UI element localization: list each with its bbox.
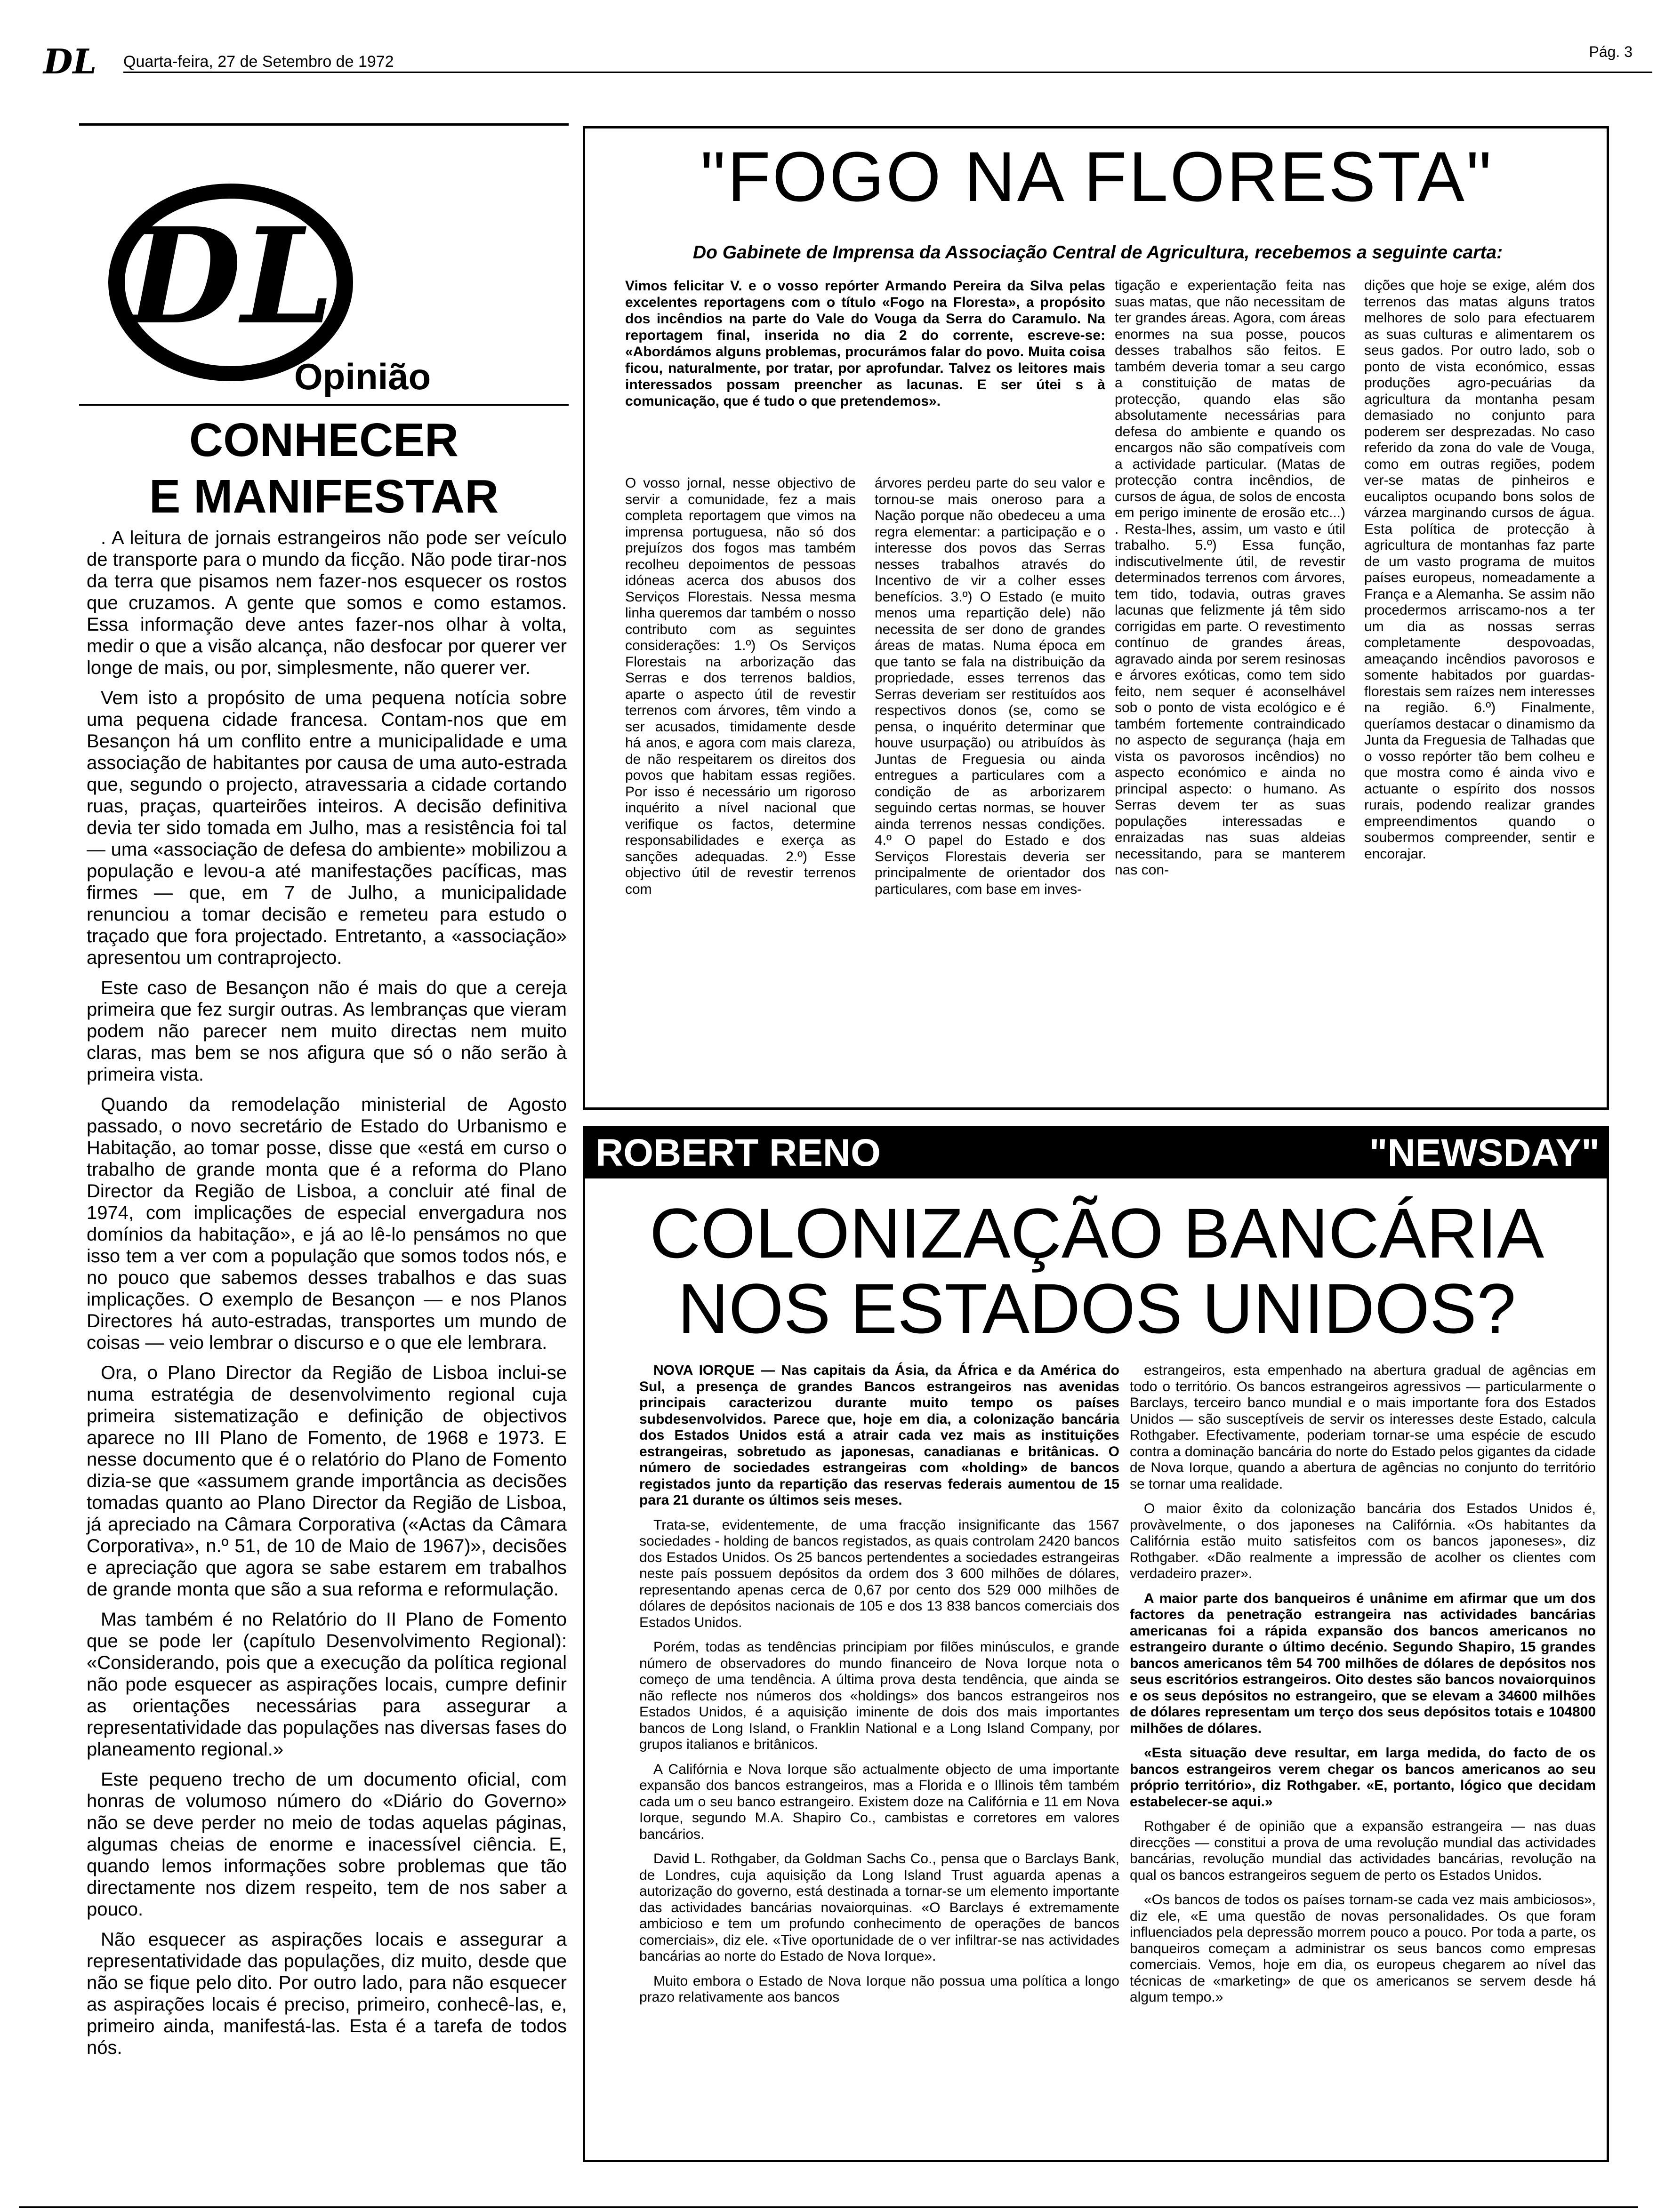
opinion-paragraph: Vem isto a propósito de uma pequena notícia sobre uma pequena cidade francesa. Contam-nos que em Besançon há um conflito entre a municipalidade e uma associação de habitantes por causa de uma auto-estrada que, segundo o projecto, atravessaria a cidade cortando ruas, praças, quarteirões inteiros. A decisão definitiva devia ter sido tomada em Julho, mas a resistência foi tal — uma «associação de defesa do ambiente» mobilizou a população e levou-a até manifestações pacíficas, mas firmes — que, em 7 de Julho, a municipalidade renunciou a tomar decisão e remeteu para estudo o traçado que fora projectado. Entretanto, a «associação» apresentou um contraprojecto. (87, 688, 567, 968)
reno-paragraph: «Os bancos de todos os países tornam-se cada vez mais ambiciosos», diz ele, «E uma questão de novas personalidades. Os que foram influenciados pela depressão morrem pouco a pouco. Por toda a parte, os banqueiros começam a administrar os seus bancos como empresas comerciais. Vemos, hoje em dia, os europeus chegarem ao nível das técnicas de «marketing» de que os americanos se servem desde há algum tempo.» (1130, 1892, 1596, 2005)
reno-paragraph: David L. Rothgaber, da Goldman Sachs Co., pensa que o Barclays Bank, de Londres, cuja aquisição da Long Island Trust aguarda apenas a autorização do governo, está destinada a tornar-se um elemento importante das actividades bancárias novaiorquinas. «O Barclays é extremamente ambicioso e tem um profundo conhecimento de operações de bancos comerciais», diz ele. «Tive oportunidade de o ver infiltrar-se nas actividades bancárias ao norte do Estado de Nova Iorque». (639, 1851, 1119, 1964)
masthead-logo: DL (43, 41, 97, 81)
svg-text:DL: DL (127, 199, 334, 354)
reno-paragraph: O maior êxito da colonização bancária dos Estados Unidos é, provàvelmente, o dos japoneses na Califórnia. «Os habitantes da Califórnia estão muito satisfeitos com os bancos japoneses», diz Rothgaber. «Dão realmente a impressão de acolher os clientes com verdadeiro prazer». (1130, 1501, 1596, 1581)
fogo-column-4: dições que hoje se exige, além dos terrenos das matas alguns tratos melhores de solo para efectuarem as suas culturas e alimentarem os seus gados. Por outro lado, sob o ponto de vista económico, essas produções agro-pecuárias da agricultura da montanha pesam demasiado no conjunto para poderem ser desprezadas. No caso referido da zona do vale de Vouga, como em outras regiões, podem ver-se matas de pinheiros e eucaliptos ocupando bons solos de várzea marginando cursos de água. Esta política de protecção à agricultura de montanhas faz parte de um vasto programa de muitos países europeus, nomeadamente a França e a Alemanha. Se assim não procedermos arriscamo-nos a ter um dia as nossas serras completamente despovoadas, ameaçando incêndios pavorosos e somente habitados por guardas-florestais sem raízes nem interesses na região. 6.º) Finalmente, queríamos destacar o dinamismo da Junta da Freguesia de Talhadas que o vosso repórter tão bem colheu e que mostra como é ainda vivo e actuante o espírito dos nossos rurais, podendo realizar grandes empreendimentos quando o soubermos compreender, sentir e encorajar. (1364, 278, 1595, 862)
header-rule (123, 72, 1652, 73)
page-bottom-rule (19, 2206, 1638, 2208)
reno-paragraph: A Califórnia e Nova Iorque são actualmente objecto de uma importante expansão dos bancos estrangeiros, mas a Florida e o Illinois têm também cada um o seu banco estrangeiro. Existem doze na Califórnia e 11 em Nova Iorque, segundo M.A. Shapiro Co., cambistas e corretores em valores bancários. (639, 1761, 1119, 1842)
fogo-subtitle: Do Gabinete de Imprensa da Associação Central de Agricultura, recebemos a seguinte carta: (692, 242, 1503, 263)
reno-column-1 (639, 1362, 1119, 2014)
fogo-column-2: árvores perdeu parte do seu valor e tornou-se mais oneroso para a Nação porque não obedeceu a uma regra elementar: a participação e o interesse dos povos das Serras nesses trabalhos através do Incentivo de vir a colher esses benefícios. 3.º) O Estado (e muito menos uma repartição dele) não necessita de ser dono de grandes áreas de matas. Numa época em que tanto se fala na distribuição da propriedade, esses terrenos das Serras deveriam ser restituídos aos respectivos donos (se, como se pensa, o inquérito determinar que houve usurpação) ou atribuídos às Juntas de Freguesia ou ainda entregues a particulares com a condição de as arborizarem seguindo certas normas, se houver ainda terrenos nessas condições. 4.º O papel do Estado e dos Serviços Florestais deveria ser principalmente de orientador dos particulares, com base em inves- (875, 475, 1105, 897)
opinion-title-line2: E MANIFESTAR (149, 470, 499, 523)
reno-author: ROBERT RENO (595, 1131, 881, 1174)
fogo-title: "FOGO NA FLORESTA" (700, 137, 1494, 216)
reno-paragraph: Rothgaber é de opinião que a expansão estrangeira — nas duas direcções — constitui a prova de uma revolução mundial das actividades bancárias, revolução mundial das actividades bancárias, revolução na qual os bancos estrangeiros seguem de perto os Estados Unidos. (1130, 1819, 1596, 1883)
opinion-body (87, 527, 567, 2067)
opinion-section-rule (79, 404, 569, 406)
opinion-paragraph: Ora, o Plano Director da Região de Lisboa inclui-se numa estratégia de desenvolvimento regional cuja primeira sistematização e definição de objectivos aparece no III Plano de Fomento, de 1968 e 1973. E nesse documento que é o relatório do Plano de Fomento dizia-se que «assumem grande importância as decisões tomadas quanto ao Plano Director da Região de Lisboa, já apreciado na Câmara Corporativa («Actas da Câmara Corporativa», n.º 51, de 10 de Maio de 1967)», decisões e apreciação que agora se sabe estarem em trabalhos de grande monta que são a sua reforma e reformulação. (87, 1362, 567, 1600)
reno-source: "NEWSDAY" (1369, 1131, 1600, 1174)
reno-paragraph: estrangeiros, esta empenhado na abertura gradual de agências em todo o território. Os bancos estrangeiros agressivos — particularmente o Barclays, terceiro banco mundial e o mais importante fora dos Estados Unidos — são susceptíveis de servir os interesses deste Estado, calcula Rothgaber. Efectivamente, poderiam tornar-se uma espécie de escudo contra a dominação bancária do norte do Estado pelos gigantes da cidade de Nova Iorque, quando a abertura de agências no conjunto do território se tornar uma realidade. (1130, 1362, 1596, 1492)
reno-column-2 (1130, 1362, 1596, 2014)
issue-date: Quarta-feira, 27 de Setembro de 1972 (123, 53, 394, 71)
fogo-intro: Vimos felicitar V. e o vosso repórter Armando Pereira da Silva pelas excelentes reportagens com o título «Fogo na Floresta», a propósito dos incêndios na parte do Vale do Vouga da Serra do Caramulo. Na reportagem final, inserida no dia 2 do corrente, escreve-se: «Abordámos alguns problemas, procurámos falar do povo. Muita coisa ficou, naturalmente, por tratar, por aprofundar. Talvez os leitores mais interessados possam preencher as lacunas. E ser útei s à comunicação, que é tudo o que pretendemos». (625, 278, 1105, 409)
reno-title-line2: NOS ESTADOS UNIDOS? (677, 1269, 1516, 1348)
reno-lead: NOVA IORQUE — Nas capitais da Ásia, da África e da América do Sul, a presença de grandes Bancos estrangeiros nas avenidas principais caracterizou durante muito tempo os países subdesenvolvidos. Parece que, hoje em dia, a colonização bancária dos Estados Unidos está a atrair cada vez mais as instituições estrangeiras, sobretudo as japonesas, canadianas e britânicas. O número de sociedades estrangeiras com «holding» de bancos registados junto da repartição das reservas federais aumentou de 15 para 21 durante os últimos seis meses. (639, 1362, 1119, 1508)
opinion-section-label: Opinião (294, 356, 431, 397)
reno-paragraph: A maior parte dos banqueiros é unânime em afirmar que um dos factores da penetração estrangeira nas actividades bancárias americanas foi a rápida expansão dos bancos americanos no estrangeiro durante o último decénio. Segundo Shapiro, 15 grandes bancos americanos têm 54 700 milhões de dólares de depósitos nos seus escritórios estrangeiros. Oito destes são bancos novaiorquinos e os seus depósitos no estrangeiro, que se elevam a 34600 milhões de dólares representam um terço dos seus depósitos totais e 104800 milhões de dólares. (1130, 1590, 1596, 1736)
opinion-paragraph: Não esquecer as aspirações locais e assegurar a representatividade das populações, diz muito, desde que não se fique pelo dito. Por outro lado, para não esquecer as aspirações locais é preciso, primeiro, conhecê-las, e, primeiro ainda, manifestá-las. Esta é a tarefa de todos nós. (87, 1929, 567, 2058)
reno-paragraph: Porém, todas as tendências principiam por filões minúsculos, e grande número de observadores do mundo financeiro de Nova Iorque nota o começo de uma tendência. A última prova desta tendência, que ainda se não reflecte nos números dos «holdings» dos bancos estrangeiros nos Estados Unidos, é a aquisição iminente de dois dos mais importantes bancos de Long Island, o Franklin National e a Long Island Company, por grupos italianos e britânicos. (639, 1639, 1119, 1752)
fogo-column-3: tigação e experientação feita nas suas matas, que não necessitam de ter grandes áreas. Agora, com áreas enormes na sua posse, poucos desses trabalhos são feitos. E também deveria tomar a seu cargo a constituição de matas de protecção, quando elas são absolutamente necessárias para defesa do ambiente e quando os encargos não são compatíveis com a actividade particular. (Matas de protecção contra incêndios, de cursos de água, de solos de encosta em perigo iminente de erosão etc...) . Resta-lhes, assim, um vasto e útil trabalho. 5.º) Essa função, indiscutivelmente útil, de revestir determinados terrenos com árvores, tem tido, todavia, outras graves lacunas que felizmente já têm sido corrigidas em parte. O revestimento contínuo de grandes áreas, agravado ainda por serem resinosas e árvores exóticas, como tem sido feito, nem sequer é aconselhável sob o ponto de vista ecológico e é também fortemente contraindicado no aspecto de segurança (haja em vista os pavorosos incêndios) no aspecto económico e ainda no principal aspecto: o humano. As Serras devem ter as suas populações interessadas e enraizadas nas suas aldeias necessitando, para se manterem nas con- (1115, 278, 1345, 878)
opinion-title-line1: CONHECER (189, 414, 459, 466)
opinion-paragraph: Quando da remodelação ministerial de Agosto passado, o novo secretário de Estado do Urbanismo e Habitação, ao tomar posse, disse que «está em curso o trabalho de grande monta que é a reforma do Plano Director da Região de Lisboa, a concluir até final de 1974, com implicações de especial envergadura nos domínios da habitação», e já ao lê-lo pensámos no que isso tem a ver com a população que somos todos nós, e no pouco que sabemos desses trabalhos e das suas implicações. O exemplo de Besançon — e nos Planos Directores há auto-estradas, transportes um mundo de coisas — veio lembrar o discurso e o que ele lembrara. (87, 1094, 567, 1353)
opinion-paragraph: Este caso de Besançon não é mais do que a cereja primeira que fez surgir outras. As lembranças que vieram podem não parecer nem muito directas nem muito claras, mas bem se nos afigura que só o não serão à primeira vista. (87, 978, 567, 1085)
reno-title-line1: COLONIZAÇÃO BANCÁRIA (649, 1194, 1544, 1273)
reno-paragraph: «Esta situação deve resultar, em larga medida, do facto de os bancos estrangeiros verem chegar os bancos americanos ao seu próprio território», diz Rothgaber. «E, portanto, lógico que decidam estabelecer-se aqui.» (1130, 1745, 1596, 1810)
opinion-paragraph: . A leitura de jornais estrangeiros não pode ser veículo de transporte para o mundo da ficção. Não pode tirar-nos da terra que pisamos nem fazer-nos esquecer os rostos que cruzamos. A gente que somos e como estamos. Essa informação deve antes fazer-nos olhar à volta, medir o que a visão alcança, não desfocar por querer ver longe de mais, ou por, simplesmente, não querer ver. (87, 528, 567, 678)
page-number: Pág. 3 (1589, 43, 1633, 60)
reno-paragraph: Trata-se, evidentemente, de uma fracção insignificante das 1567 sociedades - holding de bancos registados, as quais controlam 2420 bancos dos Estados Unidos. Os 25 bancos pertendentes a sociedades estrangeiras neste país possuem depósitos da ordem dos 3 600 milhões de dólares, representando apenas cerca de 0,67 por cento dos 529 000 milhões de dólares de depósitos nacionais de 105 e dos 13 838 bancos comerciais dos Estados Unidos. (639, 1517, 1119, 1630)
opinion-paragraph: Mas também é no Relatório do II Plano de Fomento que se pode ler (capítulo Desenvolvimento Regional): «Considerando, pois que a execução da política regional não pode esquecer as aspirações locais, cumpre definir as orientações necessárias para assegurar a representatividade das populações nas diversas fases do planeamento regional.» (87, 1609, 567, 1760)
opinion-paragraph: Este pequeno trecho de um documento oficial, com honras de volumoso número do «Diário do Governo» não se deve perder no meio de todas aquelas páginas, algumas cheias de enorme e inacessível ciência. E, quando lemos informações sobre problemas que tão directamente nos dizem respeito, tem de nos saber a pouco. (87, 1769, 567, 1920)
reno-paragraph: Muito embora o Estado de Nova Iorque não possua uma política a longo prazo relativamente aos bancos (639, 1973, 1119, 2005)
opinion-top-rule (79, 123, 569, 126)
fogo-column-1: O vosso jornal, nesse objectivo de servir a comunidade, fez a mais completa reportagem que vimos na imprensa portuguesa, não só dos prejuízos dos fogos mas também recolheu depoimentos de pessoas idóneas acerca dos abusos dos Serviços Florestais. Nessa mesma linha queremos dar também o nosso contributo com as seguintes considerações: 1.º) Os Serviços Florestais na arborização das Serras e dos terrenos baldios, aparte o aspecto útil de revestir terrenos com árvores, têm vindo a ser acusados, timidamente desde há anos, e agora com mais clareza, de não respeitarem os direitos dos povos que habitam essas regiões. Por isso é necessário um rigoroso inquérito a nível nacional que verifique os factos, determine responsabilidades e exerça as sanções adequadas. 2.º) Esse objectivo útil de revestir terrenos com (625, 475, 856, 897)
